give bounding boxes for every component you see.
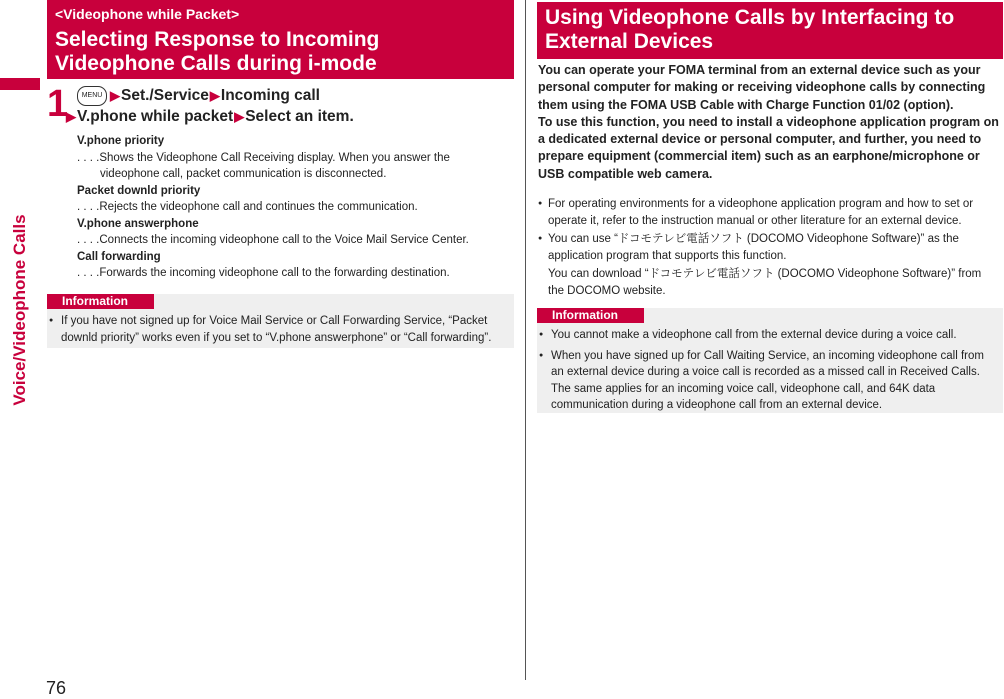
arrow-right-icon: ▶	[209, 88, 220, 103]
arrow-right-icon: ▶	[66, 109, 76, 124]
arrow-right-icon: ▶	[110, 88, 120, 103]
right-info-box	[537, 308, 1003, 413]
bullet-item-continuation: You can download “ドコモテレビ電話ソフト (DOCOMO Videophone Software)” from the DOCOMO website.	[548, 268, 982, 297]
intro-paragraph-1: You can operate your FOMA terminal from an external device such as your personal computer for making or receiving videophone calls by connecting them using the FOMA USB Cable with Charge Function 01/02 (option).	[538, 63, 986, 112]
menu-key-icon: MENU	[77, 86, 107, 106]
step-part-3: V.phone while packet	[77, 108, 234, 125]
right-header-title: Using Videophone Calls by Interfacing to External Devices	[545, 6, 955, 53]
info-item: ● When you have signed up for Call Waiting Service, an incoming videophone call from an external device during a voice call is recorded as a missed call in Received Calls. The same applies for an incoming voice call, videophone call, and 64K data communication during a videophone call from an external device.	[539, 348, 999, 414]
right-intro	[538, 62, 1002, 183]
info-label: Information	[47, 294, 154, 309]
option-desc: . . . .Connects the incoming videophone call to the Voice Mail Service Center.	[77, 234, 469, 246]
left-info-box	[47, 294, 514, 348]
intro-paragraph-2: To use this function, you need to install a videophone application program on a dedicated external device or personal computer, and further, you need to prepare equipment (commercial item) such as an earphone/microphone or USB compatible web camera.	[538, 114, 999, 181]
bullet-item: ● For operating environments for a videophone application program and how to set or operate it, refer to the instruction manual or other literature for an external device.	[538, 196, 1000, 229]
side-tab	[0, 0, 40, 697]
right-section-header	[537, 2, 1003, 59]
option-name: Packet downld priority	[77, 184, 201, 197]
step-instruction-line-2	[65, 108, 354, 126]
step-part-1: Set./Service	[121, 87, 209, 104]
info-item: ● If you have not signed up for Voice Mail Service or Call Forwarding Service, “Packet downld priority” works even if you set to “V.phone answerphone” or “Call forwarding”.	[49, 313, 509, 346]
column-divider	[525, 0, 526, 680]
options-list	[77, 133, 507, 282]
bullet-item: ● You can use “ドコモテレビ電話ソフト (DOCOMO Videophone Software)” as the application program that supports this function.	[538, 231, 1000, 264]
option-name: V.phone priority	[77, 135, 165, 147]
right-bullets	[538, 196, 1000, 299]
option-name: Call forwarding	[77, 250, 161, 263]
info-label: Information	[537, 308, 644, 323]
option-desc: . . . .Forwards the incoming videophone call to the forwarding destination.	[77, 267, 450, 279]
option-name: V.phone answerphone	[77, 217, 199, 230]
step-instruction-line-1	[77, 86, 320, 106]
side-tab-label: Voice/Videophone Calls	[10, 214, 29, 406]
option-desc: . . . .Rejects the videophone call and continues the communication.	[77, 201, 418, 213]
side-tab-marker	[0, 78, 40, 90]
left-section-header	[47, 0, 514, 79]
info-item: ● You cannot make a videophone call from the external device during a voice call.	[539, 327, 999, 344]
left-header-title: Selecting Response to Incoming Videophone Calls during i-mode	[55, 28, 380, 75]
step-part-2: Incoming call	[220, 87, 320, 104]
left-header-subtitle: <Videophone while Packet>	[55, 6, 240, 22]
page-number: 76	[46, 678, 67, 698]
step-number: 1	[47, 83, 69, 125]
arrow-right-icon: ▶	[234, 109, 245, 124]
option-desc: . . . .Shows the Videophone Call Receiving display. When you answer the videophone call, packet communication is disconnected.	[77, 151, 450, 180]
step-part-4: Select an item.	[245, 108, 354, 125]
